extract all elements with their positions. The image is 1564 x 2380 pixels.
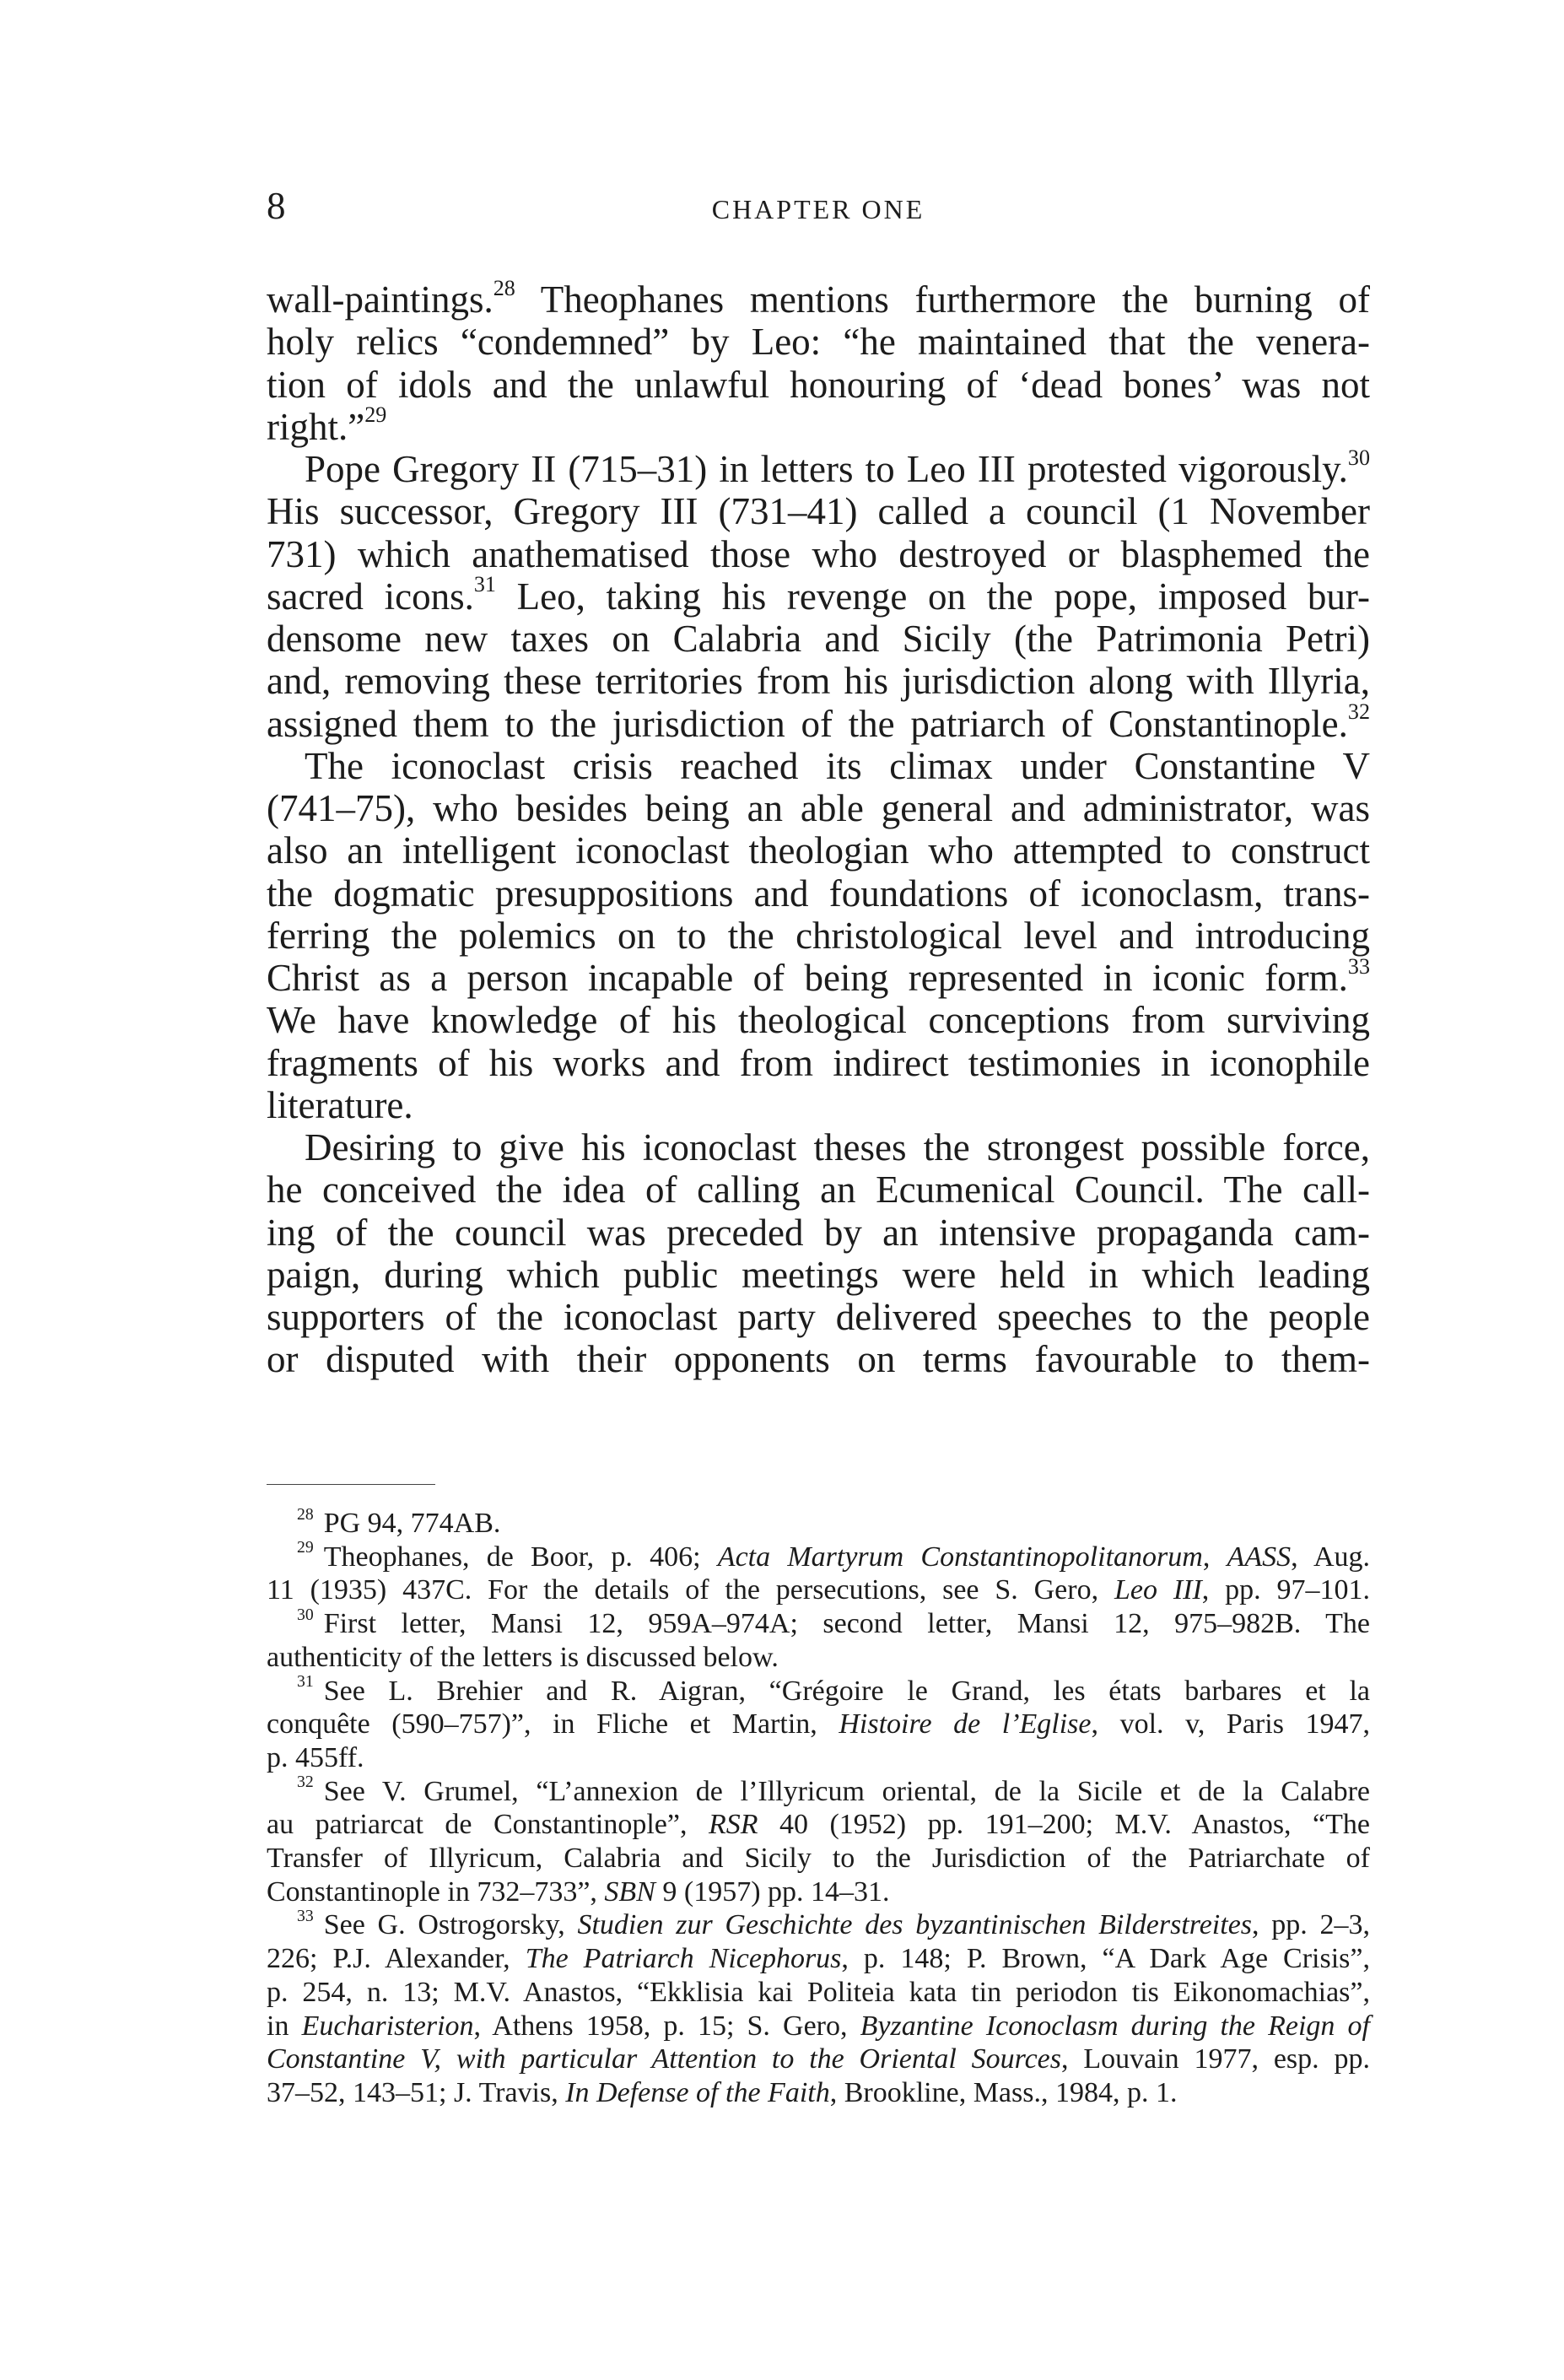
footnote-line <box>267 1607 1370 1641</box>
body-line <box>267 787 1370 829</box>
body-text <box>267 275 1370 1381</box>
footnote-line <box>267 2010 1370 2043</box>
footnote-text: , pp. 97–101. <box>1201 1574 1371 1606</box>
footnote-text: , vol. v, Paris 1947, <box>1091 1708 1370 1740</box>
footnote-text: , Louvain 1977, esp. pp. <box>1061 2043 1370 2075</box>
footnote-text: , pp. 2–3, <box>1252 1909 1370 1941</box>
body-text-run: tion of idols and the unlawful honouring of ‘dead bones’ was not <box>267 363 1370 406</box>
body-line <box>267 1168 1370 1211</box>
footnote-number: 31 <box>297 1672 314 1692</box>
footnote <box>267 1538 1371 1607</box>
footnote-text: conquête (590–757)”, in Fliche et Martin, <box>267 1708 839 1740</box>
footnote-line <box>267 2043 1370 2076</box>
footnotes <box>267 1504 1371 2110</box>
running-head-text: CHAPTER ONE <box>711 194 925 224</box>
body-text-run: The iconoclast crisis reached its climax under Constantine V <box>305 744 1370 787</box>
footnote-text: 40 (1952) pp. 191–200; M.V. Anastos, “The <box>758 1809 1370 1841</box>
body-line <box>267 953 1370 999</box>
body-line <box>267 999 1370 1041</box>
italic-text: The Patriarch Nicephorus <box>525 1943 842 1975</box>
footnote-text: p. 254, n. 13; M.V. Anastos, “Ekklisia kai Politeia kata tin periodon tis Eikonomachias”, <box>267 1976 1370 2008</box>
page-header <box>267 185 1370 227</box>
footnote-line <box>267 1741 1370 1775</box>
body-line <box>267 1084 1370 1126</box>
body-text-run: sacred icons. <box>267 575 474 618</box>
body-line <box>267 572 1370 618</box>
body-text-run: paign, during which public meetings were held in which leading <box>267 1253 1370 1296</box>
body-line <box>267 829 1370 872</box>
italic-text: SBN <box>604 1875 655 1908</box>
footnote-number: 32 <box>297 1773 314 1792</box>
footnote-text: Theophanes, de Boor, p. 406; <box>323 1541 718 1573</box>
footnote-line <box>267 1842 1370 1875</box>
footnote <box>267 1607 1370 1674</box>
footnote <box>267 1908 1370 2109</box>
body-line <box>267 321 1370 363</box>
footnote-text: See G. Ostrogorsky, <box>323 1909 578 1941</box>
body-line <box>267 402 1370 448</box>
body-line <box>267 1042 1370 1084</box>
paragraph <box>267 445 1370 745</box>
body-text-run: ferring the polemics on to the christological level and introducing <box>267 914 1370 957</box>
body-text-run: right.” <box>267 405 365 448</box>
italic-text: Eucharisterion <box>301 2010 474 2042</box>
footnote-text: au patriarcat de Constantinople”, <box>267 1809 709 1841</box>
footnote-text: , Brookline, Mass., 1984, p. 1. <box>829 2076 1178 2108</box>
body-text-run: His successor, Gregory III (731–41) called a council (1 November <box>267 490 1370 533</box>
body-text-run: wall-paintings. <box>267 278 493 321</box>
footnote-line <box>267 1708 1370 1741</box>
running-head <box>267 185 1370 230</box>
footnote-line <box>267 1504 1370 1541</box>
footnote-number: 33 <box>297 1907 314 1926</box>
page-number: 8 <box>267 185 286 227</box>
footnote-separator <box>267 1484 435 1485</box>
footnote-line <box>267 1875 1370 1909</box>
footnote-reference: 30 <box>1347 445 1370 470</box>
body-text-run: holy relics “condemned” by Leo: “he maintained that the venera- <box>267 321 1370 364</box>
body-line <box>267 660 1370 702</box>
body-line <box>267 275 1370 321</box>
body-text-run: We have knowledge of his theological conceptions from surviving <box>267 999 1370 1042</box>
footnote-line <box>267 1538 1370 1574</box>
footnote <box>267 1775 1370 1909</box>
footnote-line <box>267 1775 1370 1809</box>
italic-text: In Defense of the Faith <box>565 2076 830 2108</box>
body-text-run: or disputed with their opponents on terms favourable to them- <box>267 1338 1370 1381</box>
footnote-text: See V. Grumel, “L’annexion de l’Illyricum oriental, de la Sicile et de la Calabre <box>323 1775 1370 1807</box>
body-line <box>267 533 1370 575</box>
body-text-run: literature. <box>267 1083 413 1126</box>
footnote-number: 29 <box>297 1538 314 1557</box>
body-text-run: Theophanes mentions furthermore the burning of <box>515 278 1370 321</box>
body-text-run: Christ as a person incapable of being represented in iconic form. <box>267 957 1348 999</box>
body-text-run: and, removing these territories from his jurisdiction along with Illyria, <box>267 660 1370 703</box>
body-text-run: Leo, taking his revenge on the pope, imposed bur- <box>495 575 1370 618</box>
body-text-run: he conceived the idea of calling an Ecumenical Council. The call- <box>267 1168 1370 1212</box>
footnote-reference: 29 <box>364 402 387 428</box>
footnote-text: See L. Brehier and R. Aigran, “Grégoire le Grand, les états barbares et la <box>323 1675 1370 1707</box>
footnote-line <box>267 1976 1370 2010</box>
body-text-run: supporters of the iconoclast party delivered speeches to the people <box>267 1296 1370 1338</box>
footnote-reference: 33 <box>1347 953 1370 979</box>
footnote-text: Constantinople in 732–733”, <box>267 1875 605 1908</box>
body-line <box>267 1126 1370 1168</box>
body-line <box>267 915 1370 957</box>
footnote-line <box>267 1573 1370 1607</box>
body-line <box>267 872 1370 915</box>
italic-text: Studien zur Geschichte des byzantinischen Bilderstreites <box>577 1909 1253 1941</box>
footnote-text: , <box>1202 1541 1227 1573</box>
footnote-text: in <box>267 2010 302 2042</box>
footnote <box>267 1672 1370 1775</box>
paragraph <box>267 745 1370 1126</box>
body-line <box>267 445 1370 490</box>
footnote-line <box>267 2076 1370 2110</box>
body-line <box>267 490 1370 532</box>
body-line <box>267 699 1370 745</box>
body-line <box>267 745 1370 787</box>
footnote <box>267 1504 1370 1541</box>
footnote-text: 226; P.J. Alexander, <box>267 1943 526 1975</box>
body-line <box>267 618 1370 660</box>
italic-text: Leo III <box>1114 1574 1202 1606</box>
footnote-text: First letter, Mansi 12, 959A–974A; second letter, Mansi 12, 975–982B. The <box>323 1608 1370 1640</box>
body-text-run: densome new taxes on Calabria and Sicily (the Patrimonia Petri) <box>267 618 1370 660</box>
body-text-run: Pope Gregory II (715–31) in letters to Leo III protested vigorously. <box>305 448 1348 490</box>
footnote-text: p. 455ff. <box>267 1741 364 1773</box>
italic-text: Histoire de l’Eglise <box>839 1708 1092 1740</box>
body-line <box>267 1338 1370 1380</box>
footnote-text: authenticity of the letters is discussed below. <box>267 1641 779 1673</box>
footnote-number: 28 <box>297 1504 314 1524</box>
footnote-reference: 31 <box>473 572 496 597</box>
footnote-text: 11 (1935) 437C. For the details of the persecutions, see S. Gero, <box>267 1574 1114 1606</box>
footnote-line <box>267 1808 1370 1842</box>
footnote-reference: 32 <box>1347 699 1370 725</box>
body-line <box>267 1254 1370 1296</box>
footnote-reference: 28 <box>493 275 515 300</box>
body-text-run: ing of the council was preceded by an intensive propaganda cam- <box>267 1211 1370 1254</box>
italic-text: Acta Martyrum Constantinopolitanorum <box>717 1541 1203 1573</box>
italic-text: AASS <box>1227 1541 1292 1573</box>
footnote-text: 37–52, 143–51; J. Travis, <box>267 2076 566 2108</box>
footnote-line <box>267 1908 1370 1942</box>
paragraph-continued <box>267 275 1370 448</box>
footnote-line <box>267 1641 1370 1675</box>
paragraph-runs-over <box>267 1126 1370 1381</box>
footnote-number: 30 <box>297 1605 314 1624</box>
body-line <box>267 364 1370 406</box>
italic-text: Byzantine Iconoclasm during the Reign of <box>860 2010 1370 2042</box>
body-text-run: fragments of his works and from indirect testimonies in iconophile <box>267 1041 1370 1084</box>
body-line <box>267 1212 1370 1254</box>
footnote-text: , Athens 1958, p. 15; S. Gero, <box>473 2010 860 2042</box>
italic-text: Constantine V, with particular Attention to the Oriental Sources <box>267 2043 1061 2075</box>
footnote-line <box>267 1672 1370 1708</box>
footnote-line <box>267 1942 1370 1976</box>
body-line <box>267 1296 1370 1338</box>
body-text-run: assigned them to the jurisdiction of the patriarch of Constantinople. <box>267 702 1348 745</box>
body-text-run: the dogmatic presuppositions and foundations of iconoclasm, trans- <box>267 872 1370 915</box>
italic-text: RSR <box>708 1809 758 1841</box>
body-text-run: (741–75), who besides being an able general and administrator, was <box>267 787 1370 829</box>
footnote-text: 9 (1957) pp. 14–31. <box>655 1875 890 1908</box>
footnote-text: Transfer of Illyricum, Calabria and Sicily to the Jurisdiction of the Patriarchate of <box>267 1843 1370 1875</box>
body-text-run: Desiring to give his iconoclast theses the strongest possible force, <box>305 1126 1370 1168</box>
footnote-text: , p. 148; P. Brown, “A Dark Age Crisis”, <box>841 1943 1371 1975</box>
footnote-text: , Aug. <box>1291 1541 1370 1573</box>
body-text-run: 731) which anathematised those who destroyed or blasphemed the <box>267 532 1370 575</box>
body-text-run: also an intelligent iconoclast theologian who attempted to construct <box>267 829 1370 872</box>
footnote-text: PG 94, 774AB. <box>323 1508 501 1539</box>
